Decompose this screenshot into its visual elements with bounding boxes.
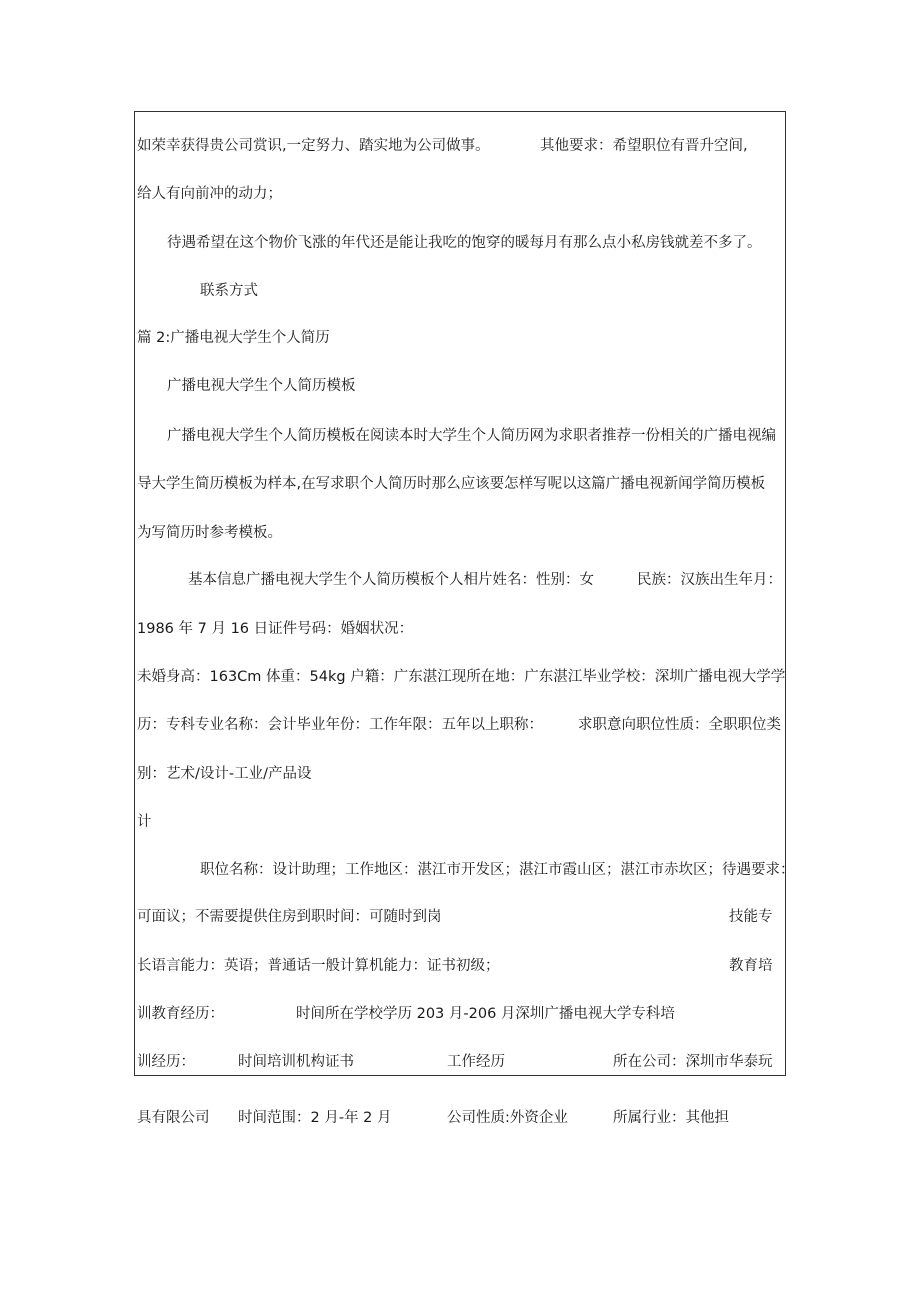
- text-line: 时间培训机构证书: [238, 1054, 354, 1070]
- text-line: 别：艺术/设计-工业/产品设: [137, 766, 312, 782]
- text-line: 基本信息广播电视大学生个人简历模板个人相片姓名：性别：女: [188, 572, 594, 588]
- text-line: 计: [137, 814, 152, 830]
- text-line: 时间所在学校学历 203 月-206 月深圳广播电视大学专科培: [296, 1006, 675, 1022]
- resume-table-frame: [134, 111, 786, 1076]
- text-line: 给人有向前冲的动力；: [137, 186, 282, 202]
- text-line: 具有限公司: [137, 1110, 210, 1126]
- text-line: 未婚身高：163Cm 体重：54kg 户籍：广东湛江现所在地：广东湛江毕业学校：深圳广播电视大学学: [137, 669, 786, 685]
- text-line: 求职意向职位性质：全职职位类: [578, 717, 781, 733]
- text-line: 所属行业：其他担: [613, 1110, 729, 1126]
- text-line: 1986 年 7 月 16 日证件号码：婚姻状况：: [137, 621, 414, 637]
- text-line: 历：专科专业名称：会计毕业年份：工作年限：五年以上职称：: [137, 717, 543, 733]
- text-line: 民族：汉族出生年月：: [637, 572, 782, 588]
- text-line: 技能专: [729, 909, 773, 925]
- section-heading: 联系方式: [200, 283, 258, 299]
- text-line: 工作经历: [447, 1054, 505, 1070]
- text-line: 长语言能力：英语；普通话一般计算机能力：证书初级；: [137, 958, 500, 974]
- text-line: 教育培: [729, 958, 773, 974]
- text-line: 时间范围：2 月-年 2 月: [238, 1110, 392, 1126]
- text-line: 所在公司：深圳市华泰玩: [613, 1054, 773, 1070]
- text-line: 训经历：: [137, 1054, 195, 1070]
- text-line: 待遇希望在这个物价飞涨的年代还是能让我吃的饱穿的暖每月有那么点小私房钱就差不多了。: [167, 235, 762, 251]
- text-line: 公司性质:外资企业: [447, 1110, 568, 1126]
- text-line: 可面议；不需要提供住房到职时间：可随时到岗: [137, 909, 442, 925]
- text-line: 训教育经历：: [137, 1006, 224, 1022]
- text-line: 广播电视大学生个人简历模板在阅读本时大学生个人简历网为求职者推荐一份相关的广播电视编: [167, 428, 776, 444]
- text-line: 其他要求：希望职位有晋升空间,: [540, 138, 748, 154]
- text-line: 导大学生简历模板为样本,在写求职个人简历时那么应该要怎样写呢以这篇广播电视新闻学简历模板: [137, 476, 766, 492]
- text-line: 职位名称：设计助理；工作地区：湛江市开发区；湛江市霞山区；湛江市赤坎区；待遇要求：: [200, 862, 795, 878]
- text-line: 如荣幸获得贵公司赏识,一定努力、踏实地为公司做事。: [137, 138, 490, 154]
- section-title: 篇 2:广播电视大学生个人简历: [137, 330, 330, 346]
- text-line: 为写简历时参考模板。: [137, 525, 282, 541]
- section-subtitle: 广播电视大学生个人简历模板: [167, 378, 356, 394]
